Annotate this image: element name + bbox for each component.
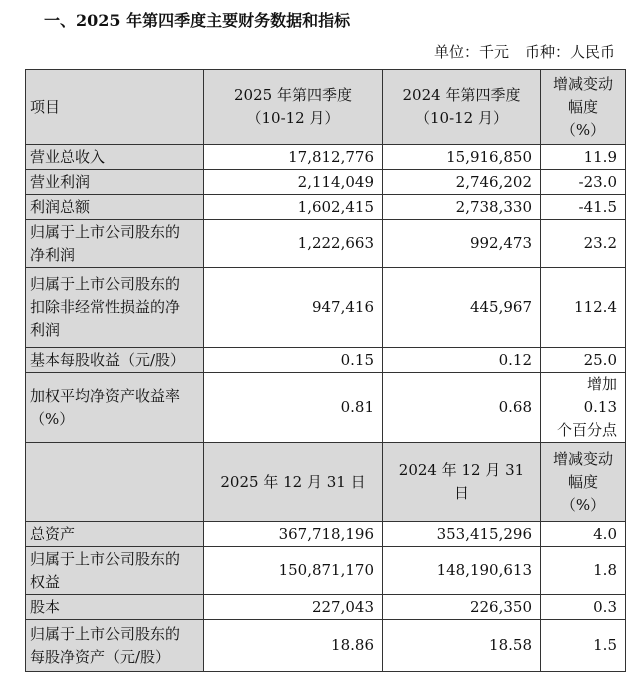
table-row: [26, 145, 626, 170]
row-value-2024: [383, 595, 541, 620]
row-change: [541, 620, 626, 672]
header-col2-line: 2024 年第四季度: [402, 86, 521, 104]
row-value-2025-text: 367,718,196: [278, 524, 374, 543]
row-change-line: 1.8: [593, 561, 617, 579]
row-value-2024: [383, 373, 541, 443]
row-change: [541, 170, 626, 195]
row-label: [26, 620, 204, 672]
header-change-line: 增减变动: [552, 449, 613, 468]
row-label-line: 归属于上市公司股东的: [30, 222, 181, 241]
row-value-2025: [204, 268, 383, 348]
row-change-line: 11.9: [583, 147, 617, 166]
row-value-2025-text: 1,602,415: [297, 197, 374, 216]
row-value-2024: [383, 220, 541, 268]
header-change-line: 增减变动: [552, 74, 613, 93]
row-label-line: 股本: [30, 597, 61, 616]
row-label-line: 利润总额: [30, 197, 91, 216]
row-change-line: 个百分点: [556, 421, 617, 439]
table-row: [26, 170, 626, 195]
header-change: [541, 70, 626, 145]
row-label: [26, 220, 204, 268]
row-label-line: 每股净资产（元/股）: [30, 647, 171, 666]
row-change-line: 4.0: [593, 524, 617, 543]
row-value-2025-text: 18.86: [331, 636, 374, 654]
row-change-line: 增加 0.13: [583, 375, 617, 416]
header-col1-text: 2025 年 12 月 31 日: [220, 472, 366, 491]
header-col1-line: （10-12 月）: [246, 109, 340, 127]
row-label-line: 利润: [30, 321, 61, 339]
row-label-line: 扣除非经常性损益的净: [30, 298, 181, 316]
table-row: [26, 195, 626, 220]
row-label-line: 归属于上市公司股东的: [30, 549, 181, 568]
header-item-text: 项目: [30, 97, 61, 116]
table-row: [26, 620, 626, 672]
row-label: [26, 348, 204, 373]
row-change-line: -41.5: [578, 197, 617, 216]
row-value-2024-text: 226,350: [469, 597, 532, 616]
table-row: [26, 547, 626, 595]
header-change-line: 幅度: [567, 472, 598, 491]
row-label-line: （%）: [30, 409, 75, 428]
row-label: [26, 268, 204, 348]
row-label: [26, 547, 204, 595]
unit-label: 单位：千元: [433, 43, 509, 61]
row-value-2025-text: 2,114,049: [297, 172, 374, 191]
row-value-2025-text: 150,871,170: [278, 561, 374, 579]
row-value-2025: [204, 522, 383, 547]
row-value-2025: [204, 220, 383, 268]
row-value-2025-text: 0.81: [340, 398, 374, 416]
header-change-line: 幅度: [567, 97, 598, 116]
row-change: [541, 220, 626, 268]
header-col2: [383, 443, 541, 522]
row-value-2025: [204, 170, 383, 195]
row-label: [26, 170, 204, 195]
row-value-2024: [383, 348, 541, 373]
row-label-line: 营业总收入: [30, 147, 106, 166]
header-col1-line: 2025 年第四季度: [234, 86, 352, 104]
row-value-2024-text: 15,916,850: [446, 147, 532, 166]
table-row: [26, 220, 626, 268]
row-change: [541, 145, 626, 170]
header-item: [26, 443, 204, 522]
row-change: [541, 348, 626, 373]
row-value-2025-text: 947,416: [311, 298, 374, 316]
row-value-2025-text: 17,812,776: [288, 147, 374, 166]
row-change: [541, 547, 626, 595]
section-title: 一、2025 年第四季度主要财务数据和指标: [44, 11, 351, 30]
row-change-line: 25.0: [583, 350, 617, 369]
row-value-2025: [204, 547, 383, 595]
row-change: [541, 595, 626, 620]
row-value-2025: [204, 373, 383, 443]
row-value-2024-text: 353,415,296: [436, 524, 532, 543]
row-value-2024-text: 148,190,613: [436, 561, 532, 579]
row-value-2025: [204, 348, 383, 373]
header-change-line: （%）: [560, 495, 606, 514]
row-change: [541, 195, 626, 220]
row-label: [26, 373, 204, 443]
table-row: [26, 348, 626, 373]
financial-data-table: [25, 69, 626, 672]
row-change: [541, 373, 626, 443]
row-value-2024-text: 0.12: [498, 350, 532, 369]
row-value-2024-text: 2,746,202: [455, 172, 532, 191]
table-row: [26, 595, 626, 620]
row-value-2024-text: 992,473: [469, 234, 532, 252]
row-label: [26, 195, 204, 220]
row-value-2024-text: 2,738,330: [455, 197, 532, 216]
row-value-2025: [204, 195, 383, 220]
row-value-2024: [383, 170, 541, 195]
row-label-line: 总资产: [30, 524, 76, 543]
row-label-line: 归属于上市公司股东的: [30, 275, 181, 293]
row-change: [541, 522, 626, 547]
row-value-2024-text: 0.68: [498, 398, 532, 416]
row-label-line: 归属于上市公司股东的: [30, 624, 181, 643]
row-value-2024: [383, 268, 541, 348]
row-value-2024: [383, 195, 541, 220]
row-change-line: 1.5: [593, 636, 617, 654]
row-change: [541, 268, 626, 348]
row-label-line: 加权平均净资产收益率: [30, 386, 181, 405]
row-value-2024-text: 445,967: [469, 298, 532, 316]
row-value-2024: [383, 145, 541, 170]
row-value-2024: [383, 522, 541, 547]
row-value-2025: [204, 595, 383, 620]
row-label-line: 基本每股收益（元/股）: [30, 350, 186, 369]
row-change-line: 0.3: [593, 597, 617, 616]
row-value-2025-text: 0.15: [340, 350, 374, 369]
header-change: [541, 443, 626, 522]
row-value-2024-text: 18.58: [489, 636, 532, 654]
row-change-line: 112.4: [574, 298, 617, 316]
row-value-2025-text: 227,043: [311, 597, 374, 616]
unit-note: [300, 38, 615, 66]
row-label-line: 权益: [30, 572, 61, 591]
header-row: [26, 70, 626, 145]
header-col2: [383, 70, 541, 145]
row-value-2025-text: 1,222,663: [297, 234, 374, 252]
currency-label: 币种：人民币: [524, 43, 615, 61]
row-label: [26, 595, 204, 620]
row-value-2025: [204, 145, 383, 170]
header-col1: [204, 70, 383, 145]
header-item: [26, 70, 204, 145]
header-col1: [204, 443, 383, 522]
row-label-line: 净利润: [30, 245, 76, 264]
table-row: [26, 522, 626, 547]
row-label: [26, 522, 204, 547]
row-label: [26, 145, 204, 170]
header-col2-text: 2024 年 12 月 31 日: [398, 461, 525, 502]
row-change-line: -23.0: [578, 172, 617, 191]
header-change-line: （%）: [560, 120, 606, 139]
row-label-line: 营业利润: [30, 172, 91, 191]
header-row: [26, 443, 626, 522]
row-value-2024: [383, 620, 541, 672]
row-value-2024: [383, 547, 541, 595]
row-change-line: 23.2: [583, 234, 617, 252]
table-row: [26, 373, 626, 443]
header-col2-line: （10-12 月）: [414, 109, 508, 127]
row-value-2025: [204, 620, 383, 672]
table-row: [26, 268, 626, 348]
